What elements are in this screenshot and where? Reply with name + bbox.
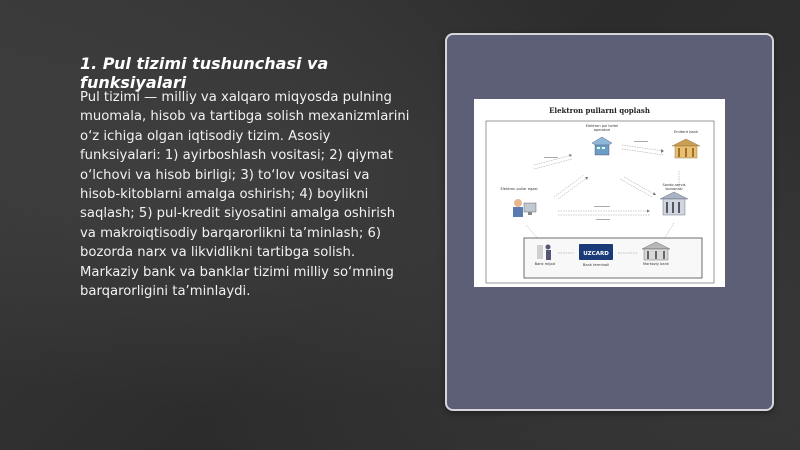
slide-body: Pul tizimi — milliy va xalqaro miqyosda pulning muomala, hisob va tartibga solish mexanizmlarini o‘z ichiga olgan iqtisodiy tizim. Asosiy funksiyalari: 1) ayirboshlash vositasi; 2) qiymat o‘lchovi va hisob birligi; 3) to‘lov vositasi va hisob-kitoblarni amalga oshirish; 4) boylikni saqlash; 5) pul-kredit siyosatini amalga oshirish va makroiqtisodiy barqarorlikni ta’minlash; 6) bozorda narx va likvidlikni tartibga solish. Markaziy bank va banklar tizimi milliy so‘mning barqarorligini ta’minlaydi. xyxy=(80,90,410,300)
operator-icon xyxy=(592,137,612,155)
diagram-figure xyxy=(474,99,725,287)
label-owner: Elektron pullar egasi xyxy=(500,187,538,191)
label-emitent-bank: Emitent bank xyxy=(673,130,699,134)
uzcard-logo-text: UZCARD xyxy=(583,251,609,257)
label-central-bank: Markaziy bank xyxy=(643,262,669,266)
label-terminal: Bank terminali xyxy=(582,263,610,267)
text-column xyxy=(80,54,410,301)
label-merchant: Savdo-servis korxonasi xyxy=(662,183,686,192)
flow-arrows xyxy=(526,145,679,239)
uzcard-logo xyxy=(579,244,613,260)
merchant-icon xyxy=(660,192,688,215)
label-client: Bank mijozi xyxy=(534,262,556,266)
owner-icon xyxy=(513,199,536,217)
figure-title: Elektron pullarni qoplash xyxy=(549,106,650,115)
label-operator: Elektron pul tizimi operatori xyxy=(585,124,619,133)
slide-title: 1. Pul tizimi tushunchasi va funksiyalari xyxy=(80,54,329,92)
emitent-bank-icon xyxy=(672,139,700,158)
